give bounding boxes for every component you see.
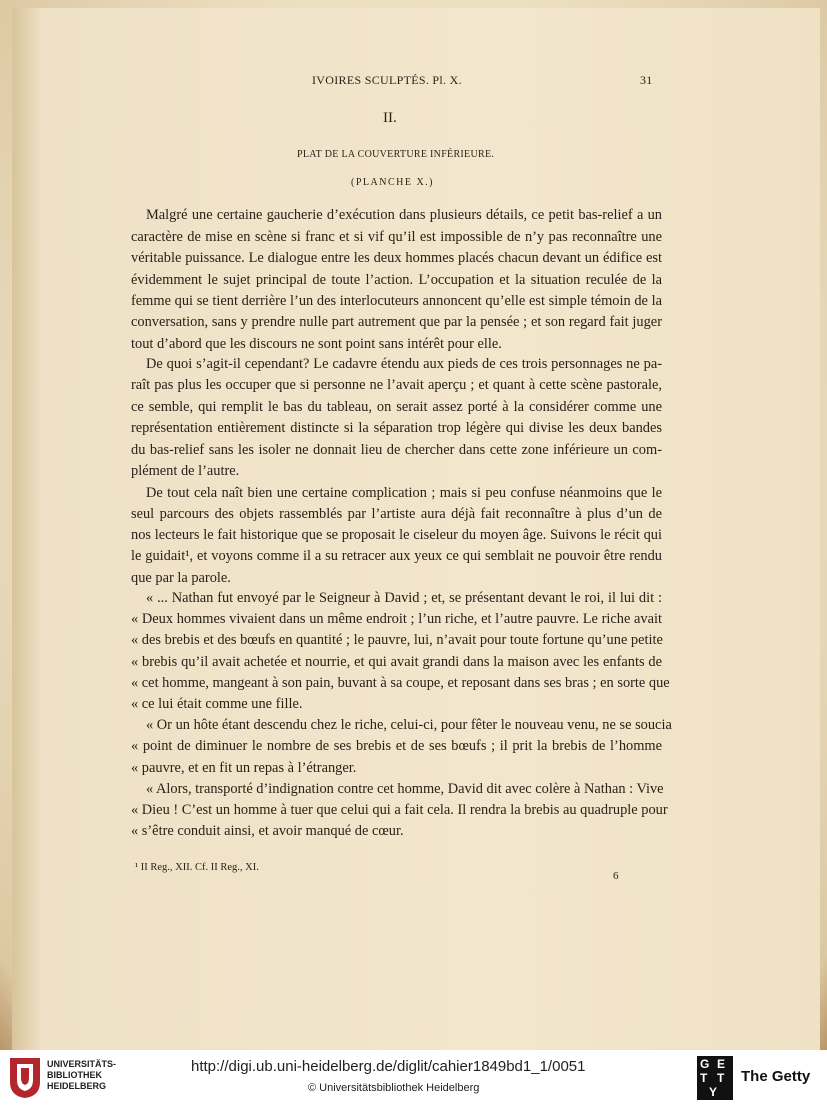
body-line: plément de l’autre.	[131, 463, 240, 479]
body-line: femme qui se tient derrière l’un des interlocuteurs annoncent qu’elle est simple témoin de la	[131, 293, 662, 309]
body-line: nos lecteurs le fait historique que se proposait le ciseleur du moyen âge. Suivons le récit qui	[131, 527, 662, 543]
ub-heidelberg-logo-icon	[8, 1056, 42, 1100]
body-line: seul parcours des objets rassemblés par l’artiste aura déjà fait reconnaître à plus d’un de	[131, 506, 662, 522]
getty-name: The Getty	[741, 1068, 811, 1085]
body-line: De quoi s’agit-il cependant? Le cadavre étendu aux pieds de ces trois personnages ne pa-	[146, 356, 662, 372]
digitization-footer	[0, 1050, 827, 1106]
body-line: « Deux hommes vivaient dans un même endroit ; l’un riche, et l’autre pauvre. Le riche avait	[131, 611, 662, 627]
body-line: « ... Nathan fut envoyé par le Seigneur à David ; et, se présentant devant le roi, il lui dit :	[146, 590, 662, 606]
ub-name-line-1: UNIVERSITÄTS-	[47, 1059, 117, 1069]
body-line: du bas-relief sans les isoler ne donnait lieu de chercher dans cette zone inférieure un com-	[131, 442, 662, 458]
plate-reference: (PLANCHE X.)	[351, 177, 434, 188]
body-line: « Alors, transporté d’indignation contre cet homme, David dit avec colère à Nathan : Vive	[146, 781, 664, 797]
body-line: « Or un hôte étant descendu chez le riche, celui-ci, pour fêter le nouveau venu, ne se soucia	[146, 717, 672, 733]
body-line: ce semble, qui remplit le bas du tableau, on serait assez porté à la considérer comme une	[131, 399, 662, 415]
section-numeral: II.	[383, 110, 397, 126]
body-line: « s’être conduit ainsi, et avoir manqué de cœur.	[131, 823, 404, 839]
section-title: PLAT DE LA COUVERTURE INFÉRIEURE.	[297, 149, 495, 160]
body-line: représentation entièrement distincte si la séparation trop légère qui divise les deux bandes	[131, 420, 662, 436]
body-line: évidemment le sujet principal de toute l’action. L’occupation et la situation reculée de la	[131, 272, 662, 288]
body-line: « pauvre, et en fit un repas à l’étranger.	[131, 760, 357, 776]
copyright-notice: © Universitätsbibliothek Heidelberg	[308, 1082, 480, 1094]
body-line: De tout cela naît bien une certaine complication ; mais si peu confuse néanmoins que le	[146, 485, 662, 501]
getty-logo-icon: G E T T Y	[697, 1056, 733, 1100]
body-line: « des brebis et des bœufs en quantité ; le pauvre, lui, n’avait pour toute fortune qu’une petite	[131, 632, 663, 648]
ub-name-line-2: BIBLIOTHEK	[47, 1070, 102, 1080]
body-line: que par la parole.	[131, 570, 231, 586]
footnote: ¹ II Reg., XII. Cf. II Reg., XI.	[135, 862, 259, 873]
body-line: « Dieu ! C’est un homme à tuer que celui qui a fait cela. Il rendra la brebis au quadruple pour	[131, 802, 668, 818]
body-line: « point de diminuer le nombre de ses brebis et de ses bœufs ; il prit la brebis de l’homme	[131, 738, 662, 754]
body-line: « brebis qu’il avait achetée et nourrie, et qui avait grandi dans la maison avec les enfants de	[131, 654, 662, 670]
running-title: IVOIRES SCULPTÉS. Pl. X.	[312, 73, 462, 87]
signature-mark: 6	[613, 870, 619, 882]
page-number: 31	[640, 73, 653, 87]
body-line: Malgré une certaine gaucherie d’exécution dans plusieurs détails, ce petit bas-relief a un	[146, 207, 662, 223]
ub-name-line-3: HEIDELBERG	[47, 1081, 107, 1091]
body-line: « cet homme, mangeant à son pain, buvant à sa coupe, et reposant dans ses bras ; en sorte que	[131, 675, 670, 691]
source-url-link[interactable]: http://digi.ub.uni-heidelberg.de/diglit/cahier1849bd1_1/0051	[191, 1058, 586, 1075]
body-line: « ce lui était comme une fille.	[131, 696, 303, 712]
body-line: raît pas plus les occuper que si personne ne l’avait aperçu ; et quant à cette scène pastorale,	[131, 377, 662, 393]
body-line: caractère de mise en scène si franc et si vif qu’il est impossible de n’y pas reconnaître une	[131, 229, 662, 245]
body-line: tout d’abord que les discours ne sont point sans intérêt pour elle.	[131, 336, 502, 352]
body-line: véritable puissance. Le dialogue entre les deux hommes placés chacun devant un édifice est	[131, 250, 662, 266]
body-line: le guidait¹, et voyons comme il a su retracer aux yeux ce qui semblait ne pouvoir être rendu	[131, 548, 662, 564]
body-line: conversation, sans y prendre nulle part autrement que par la pensée ; et son regard fait juger	[131, 314, 662, 330]
